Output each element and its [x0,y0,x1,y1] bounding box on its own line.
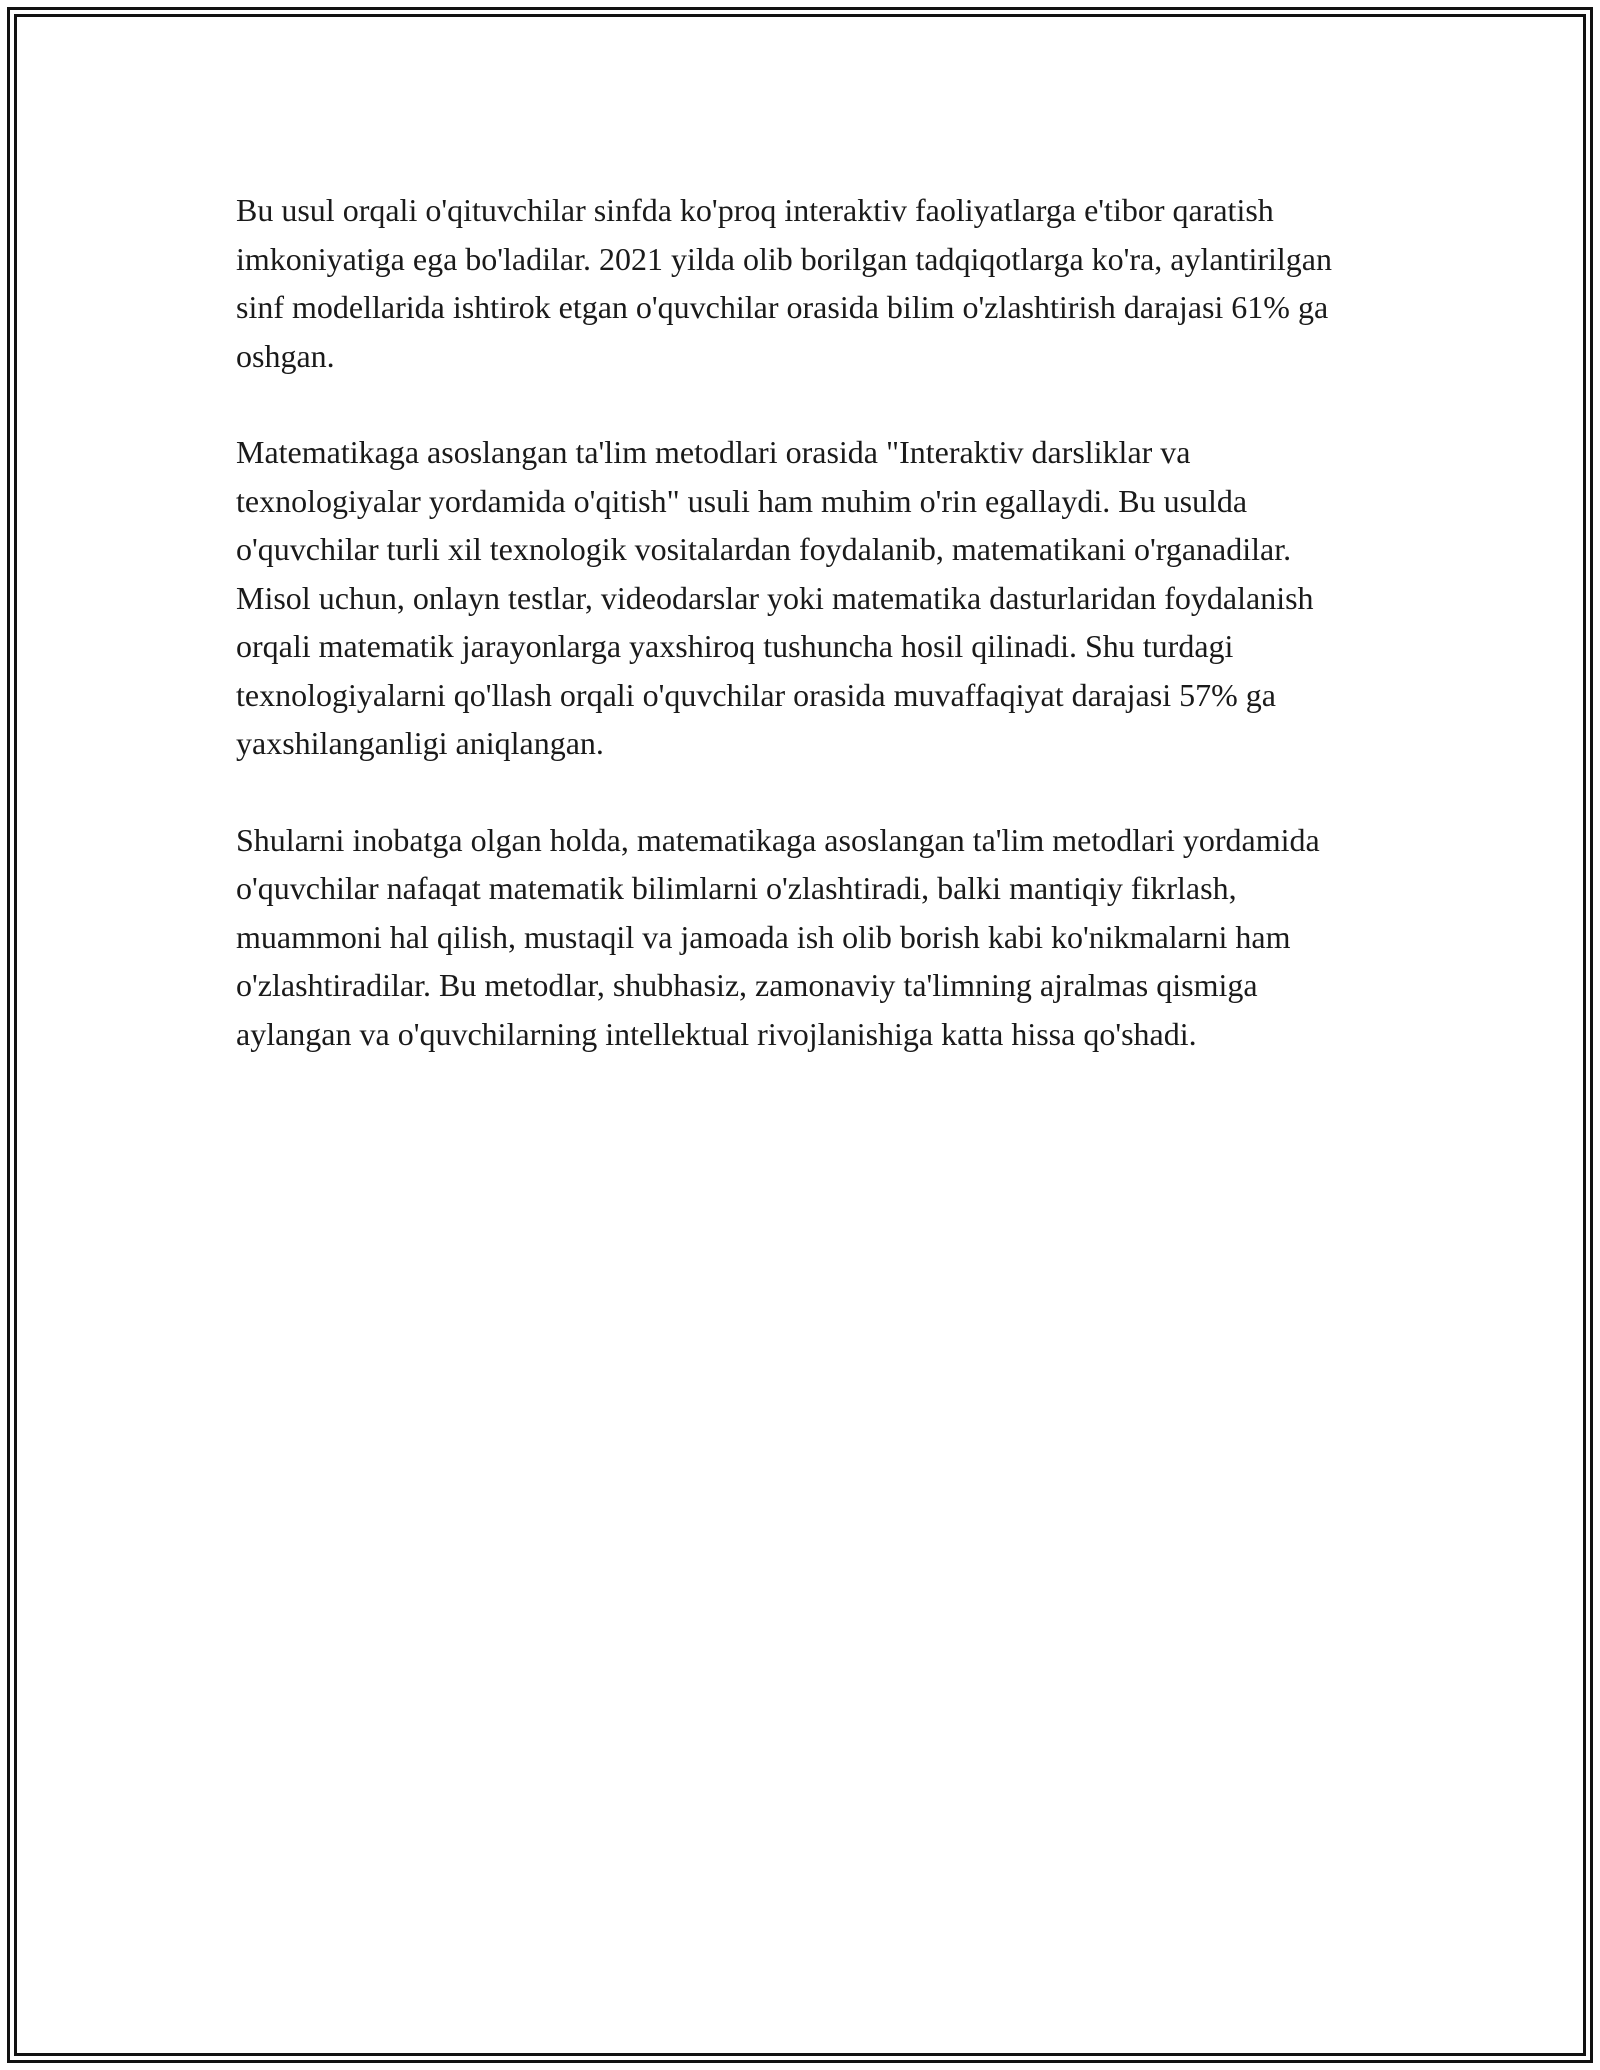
paragraph-2: Matematikaga asoslangan ta'lim metodlari orasida "Interaktiv darsliklar va texnologiyalar yordamida o'qitish" usuli ham muhim o'rin egallaydi. Bu usulda o'quvchilar turli xil texnologik vositalardan foydalanib, matematikani o'rganadilar. Misol uchun, onlayn testlar, videodarslar yoki matematika dasturlaridan foydalanish orqali matematik jarayonlarga yaxshiroq tushuncha hosil qilinadi. Shu turdagi texnologiyalarni qo'llash orqali o'quvchilar orasida muvaffaqiyat darajasi 57% ga yaxshilanganligi aniqlangan. [236,434,1314,761]
document-body [236,186,1366,1106]
paragraph-1: Bu usul orqali o'qituvchilar sinfda ko'proq interaktiv faoliyatlarga e'tibor qaratish imkoniyatiga ega bo'ladilar. 2021 yilda olib borilgan tadqiqotlarga ko'ra, aylantirilgan sinf modellarida ishtirok etgan o'quvchilar orasida bilim o'zlashtirish darajasi 61% ga oshgan. [236,192,1332,374]
paragraph-3: Shularni inobatga olgan holda, matematikaga asoslangan ta'lim metodlari yordamida o'quvchilar nafaqat matematik bilimlarni o'zlashtiradi, balki mantiqiy fikrlash, muammoni hal qilish, mustaqil va jamoada ish olib borish kabi ko'nikmalarni ham o'zlashtiradilar. Bu metodlar, shubhasiz, zamonaviy ta'limning ajralmas qismiga aylangan va o'quvchilarning intellektual rivojlanishiga katta hissa qo'shadi. [236,821,1320,1052]
